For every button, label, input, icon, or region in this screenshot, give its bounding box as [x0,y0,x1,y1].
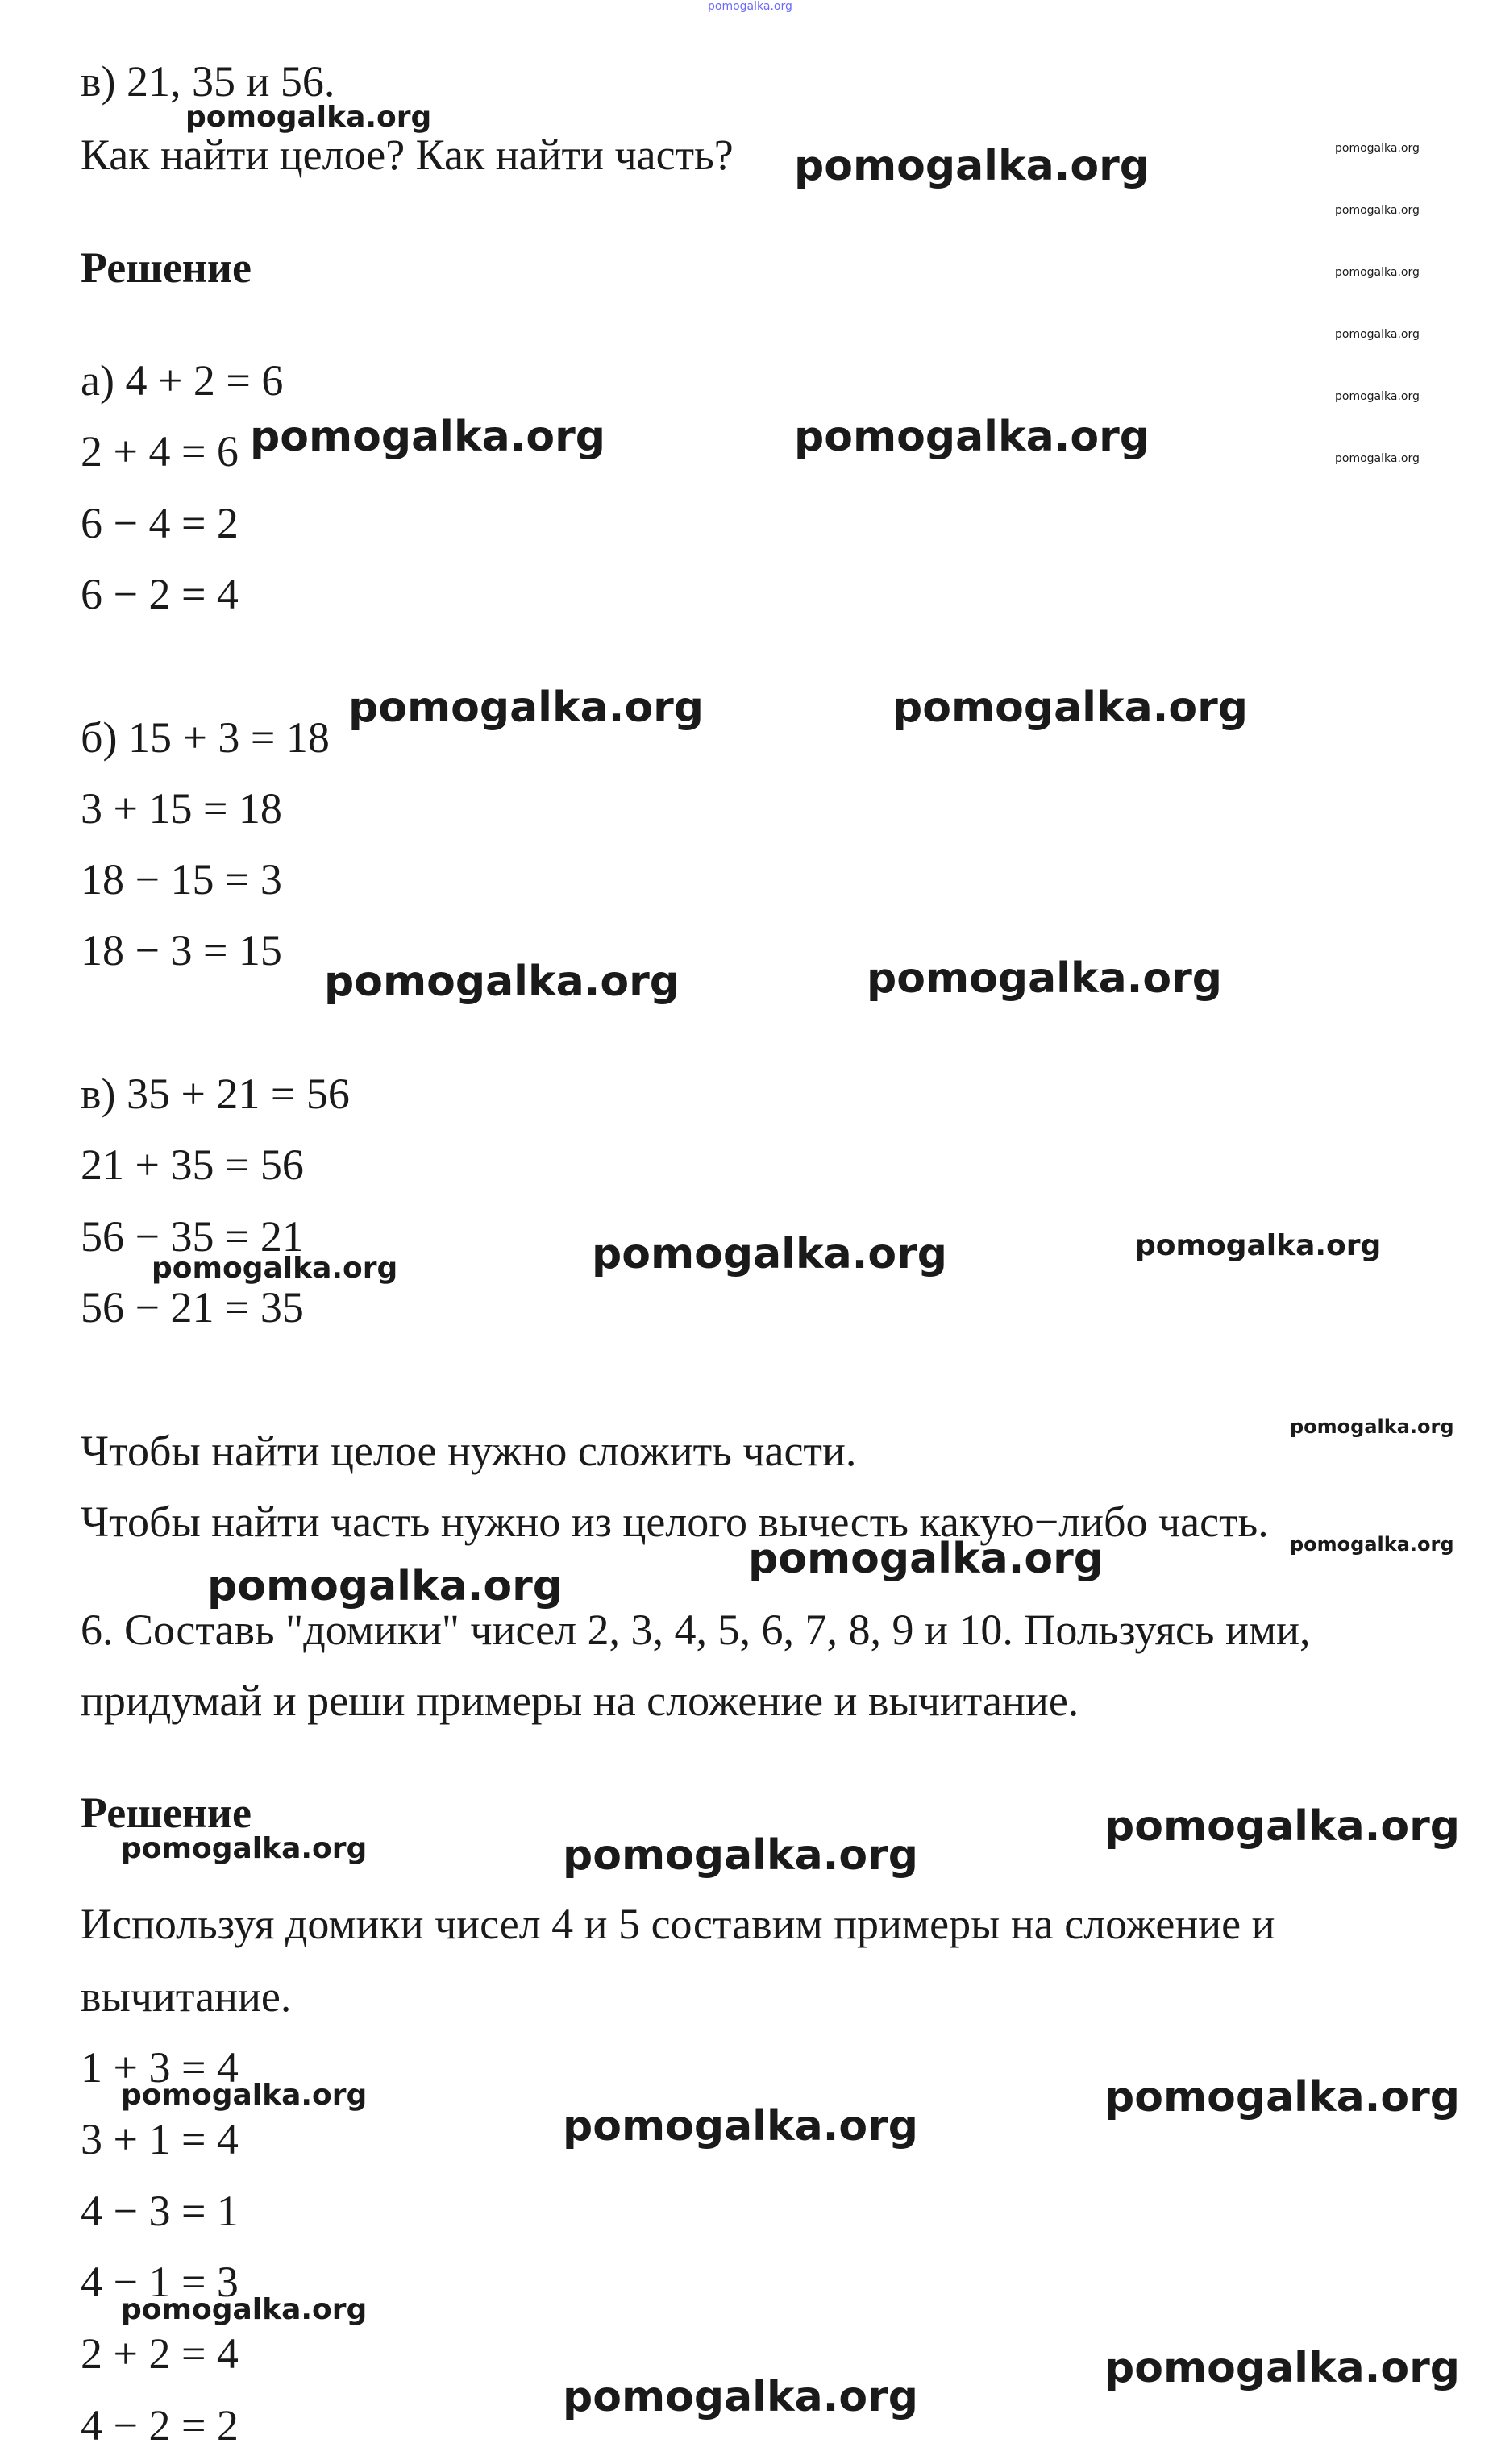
task-line: 6. Составь "домики" чисел 2, 3, 4, 5, 6, 7, 8, 9 и 10. Пользуясь ими, [81,1606,1311,1654]
solution-heading: Решение [81,1789,252,1837]
explanation-line: вычитание. [81,1972,292,2021]
watermark: pomogalka.org [207,1562,563,1610]
task-line: придумай и реши примеры на сложение и вычитание. [81,1677,1079,1725]
solution-heading: Решение [81,243,252,292]
watermark: pomogalka.org [1290,1533,1454,1556]
equation-line: 18 − 15 = 3 [81,855,282,904]
watermark: pomogalka.org [121,2293,368,2326]
rule-line: Чтобы найти целое нужно сложить части. [81,1427,857,1475]
watermark: pomogalka.org [867,954,1223,1003]
equation-line: 56 − 21 = 35 [81,1283,304,1332]
equation-line: 6 − 2 = 4 [81,570,239,618]
watermark: pomogalka.org [250,413,606,461]
watermark: pomogalka.org [1335,328,1420,341]
equation-line: 18 − 3 = 15 [81,926,282,974]
watermark: pomogalka.org [892,684,1249,732]
watermark: pomogalka.org [1335,266,1420,279]
equation-line: 2 + 4 = 6 [81,427,239,476]
watermark: pomogalka.org [592,1230,948,1278]
equation-line: 1 + 3 = 4 [81,2043,239,2092]
equation-line: 4 − 3 = 1 [81,2187,239,2235]
watermark: pomogalka.org [1104,2344,1461,2392]
watermark: pomogalka.org [1135,1229,1382,1262]
watermark: pomogalka.org [794,142,1150,190]
equation-line: 21 + 35 = 56 [81,1141,304,1189]
watermark: pomogalka.org [121,2079,368,2112]
equation-line: 2 + 2 = 4 [81,2329,239,2378]
rule-line: Чтобы найти часть нужно из целого вычесть какую−либо часть. [81,1498,1269,1546]
equation-line: 56 − 35 = 21 [81,1212,304,1261]
equation-line: 4 − 1 = 3 [81,2258,239,2306]
watermark: pomogalka.org [1290,1415,1454,1438]
equation-line: а) 4 + 2 = 6 [81,356,284,405]
equation-line: 3 + 1 = 4 [81,2115,239,2163]
watermark: pomogalka.org [1335,390,1420,403]
watermark: pomogalka.org [185,101,432,134]
watermark: pomogalka.org [152,1252,398,1285]
watermark: pomogalka.org [563,1831,919,1880]
watermark: pomogalka.org [1335,452,1420,465]
equation-line: 4 − 2 = 2 [81,2401,239,2449]
watermark: pomogalka.org [1335,204,1420,217]
watermark: pomogalka.org [563,2102,919,2150]
watermark: pomogalka.org [1104,2073,1461,2121]
question-line: Как найти целое? Как найти часть? [81,131,734,179]
watermark: pomogalka.org [794,413,1150,461]
explanation-line: Используя домики чисел 4 и 5 составим примеры на сложение и [81,1900,1275,1948]
watermark: pomogalka.org [748,1535,1104,1583]
watermark: pomogalka.org [348,684,705,732]
watermark: pomogalka.org [121,1832,368,1865]
equation-line: 6 − 4 = 2 [81,499,239,547]
text-line: в) 21, 35 и 56. [81,57,335,106]
watermark: pomogalka.org [1335,142,1420,155]
watermark: pomogalka.org [1104,1802,1461,1851]
equation-line: 3 + 15 = 18 [81,784,282,833]
watermark: pomogalka.org [563,2373,919,2421]
equation-line: в) 35 + 21 = 56 [81,1070,350,1118]
equation-line: б) 15 + 3 = 18 [81,713,330,762]
watermark: pomogalka.org [324,958,680,1006]
watermark: pomogalka.org [708,0,792,13]
